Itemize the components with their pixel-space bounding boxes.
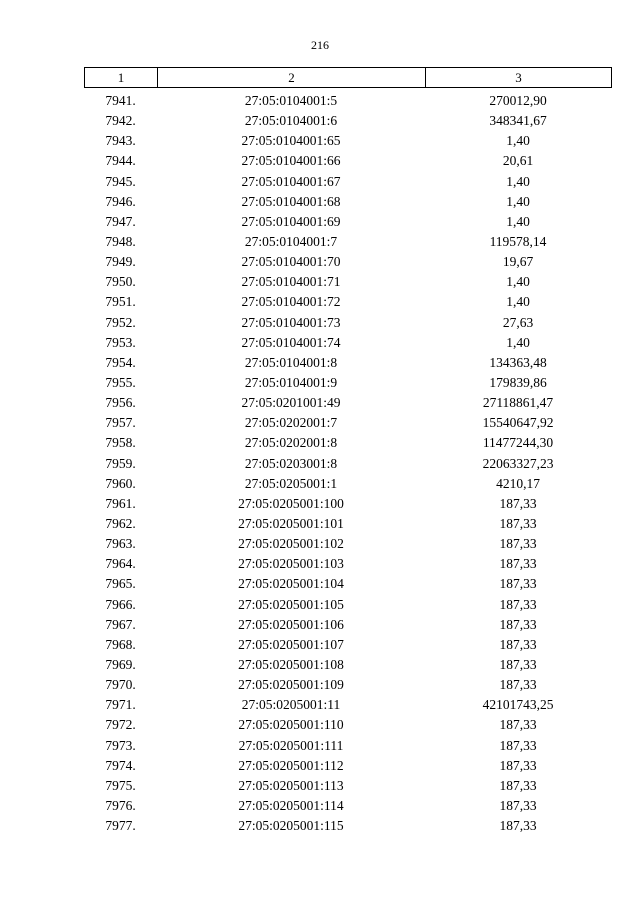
cadastral-number: 27:05:0205001:102 [238, 536, 344, 552]
table-row [84, 91, 611, 111]
value-cell: 22063327,23 [482, 455, 554, 471]
cadastral-number: 27:05:0104001:70 [241, 254, 341, 270]
row-number: 7949. [105, 254, 136, 270]
cadastral-number: 27:05:0205001:101 [238, 515, 344, 531]
cadastral-number: 27:05:0104001:9 [244, 374, 338, 390]
value-cell: 348341,67 [489, 113, 547, 129]
row-number: 7970. [105, 677, 136, 693]
table-row [84, 494, 611, 514]
table-row [84, 151, 611, 171]
row-number: 7962. [105, 515, 136, 531]
table-row [84, 393, 611, 413]
cadastral-number: 27:05:0201001:49 [241, 395, 341, 411]
cadastral-number: 27:05:0205001:111 [238, 737, 344, 753]
cadastral-number: 27:05:0104001:71 [241, 274, 341, 290]
row-number: 7953. [105, 334, 136, 350]
cadastral-number: 27:05:0205001:107 [238, 636, 344, 652]
table-row [84, 736, 611, 756]
page-number: 216 [311, 38, 329, 52]
table-row [84, 272, 611, 292]
cadastral-number: 27:05:0205001:105 [238, 596, 344, 612]
value-cell: 187,33 [499, 515, 537, 531]
table-row [84, 212, 611, 232]
table-row [84, 776, 611, 796]
table-row [84, 574, 611, 594]
row-number: 7955. [105, 374, 136, 390]
table-row [84, 695, 611, 715]
row-number: 7950. [105, 274, 136, 290]
cadastral-number: 27:05:0104001:73 [241, 314, 341, 330]
table-row [84, 756, 611, 776]
table-row [84, 715, 611, 735]
cadastral-number: 27:05:0104001:69 [241, 213, 341, 229]
cadastral-number: 27:05:0205001:11 [241, 697, 341, 713]
cadastral-number: 27:05:0205001:113 [238, 777, 344, 793]
table-row [84, 655, 611, 675]
table-row [84, 796, 611, 816]
row-number: 7951. [105, 294, 136, 310]
value-cell: 187,33 [499, 636, 537, 652]
row-number: 7948. [105, 233, 136, 249]
value-cell: 27118861,47 [482, 395, 554, 411]
table-row [84, 816, 611, 836]
row-number: 7969. [105, 656, 136, 672]
cadastral-number: 27:05:0205001:106 [238, 616, 344, 632]
value-cell: 1,40 [506, 334, 530, 350]
value-cell: 1,40 [506, 213, 530, 229]
value-cell: 1,40 [506, 133, 530, 149]
table-row [84, 313, 611, 333]
row-number: 7956. [105, 395, 136, 411]
value-cell: 179839,86 [489, 374, 547, 390]
cadastral-number: 27:05:0205001:108 [238, 656, 344, 672]
value-cell: 187,33 [499, 556, 537, 572]
row-number: 7958. [105, 435, 136, 451]
value-cell: 1,40 [506, 274, 530, 290]
cadastral-number: 27:05:0205001:104 [238, 576, 344, 592]
value-cell: 4210,17 [496, 475, 540, 491]
cadastral-number: 27:05:0104001:7 [244, 233, 338, 249]
table-row [84, 333, 611, 353]
value-cell: 187,33 [499, 777, 537, 793]
table-row [84, 192, 611, 212]
row-number: 7959. [105, 455, 136, 471]
row-number: 7957. [105, 415, 136, 431]
cadastral-number: 27:05:0104001:68 [241, 193, 341, 209]
table-row [84, 595, 611, 615]
row-number: 7941. [105, 93, 136, 108]
value-cell: 134363,48 [489, 354, 547, 370]
table-row [84, 111, 611, 131]
value-cell: 187,33 [499, 737, 537, 753]
row-number: 7960. [105, 475, 136, 491]
row-number: 7977. [105, 818, 136, 834]
row-number: 7972. [105, 717, 136, 733]
table-body [84, 91, 611, 836]
table-row [84, 474, 611, 494]
value-cell: 15540647,92 [482, 415, 554, 431]
column-header-row [85, 68, 612, 88]
cadastral-number: 27:05:0104001:6 [244, 113, 338, 129]
row-number: 7971. [105, 697, 136, 713]
column-header-3: 3 [426, 68, 612, 88]
row-number: 7965. [105, 576, 136, 592]
table-row [84, 172, 611, 192]
value-cell: 187,33 [499, 616, 537, 632]
row-number: 7952. [105, 314, 136, 330]
cadastral-number: 27:05:0104001:74 [241, 334, 341, 350]
cadastral-number: 27:05:0104001:67 [241, 173, 341, 189]
row-number: 7945. [105, 173, 136, 189]
table-row [84, 252, 611, 272]
row-number: 7961. [105, 495, 136, 511]
value-cell: 119578,14 [489, 233, 547, 249]
table-row [84, 433, 611, 453]
value-cell: 187,33 [499, 717, 537, 733]
cadastral-number: 27:05:0203001:8 [244, 455, 338, 471]
row-number: 7968. [105, 636, 136, 652]
row-number: 7976. [105, 797, 136, 813]
row-number: 7954. [105, 354, 136, 370]
value-cell: 27,63 [502, 314, 534, 330]
cadastral-number: 27:05:0205001:115 [238, 818, 344, 834]
value-cell: 187,33 [499, 536, 537, 552]
row-number: 7946. [105, 193, 136, 209]
cadastral-number: 27:05:0205001:100 [238, 495, 344, 511]
value-cell: 187,33 [499, 818, 537, 834]
cadastral-number: 27:05:0205001:103 [238, 556, 344, 572]
table-row [84, 353, 611, 373]
cadastral-number: 27:05:0104001:65 [241, 133, 341, 149]
table-row [84, 635, 611, 655]
table-row [84, 454, 611, 474]
table-row [84, 373, 611, 393]
value-cell: 187,33 [499, 677, 537, 693]
cadastral-number: 27:05:0104001:66 [241, 153, 341, 169]
table-row [84, 292, 611, 312]
column-header-table [84, 67, 612, 88]
row-number: 7963. [105, 536, 136, 552]
cadastral-number: 27:05:0104001:72 [241, 294, 341, 310]
table-row [84, 413, 611, 433]
cadastral-number: 27:05:0205001:112 [238, 757, 344, 773]
row-number: 7964. [105, 556, 136, 572]
row-number: 7947. [105, 213, 136, 229]
value-cell: 1,40 [506, 193, 530, 209]
table-row [84, 131, 611, 151]
value-cell: 1,40 [506, 173, 530, 189]
cadastral-number: 27:05:0205001:110 [238, 717, 344, 733]
value-cell: 187,33 [499, 757, 537, 773]
row-number: 7943. [105, 133, 136, 149]
row-number: 7967. [105, 616, 136, 632]
cadastral-number: 27:05:0104001:8 [244, 354, 338, 370]
cadastral-number: 27:05:0104001:5 [244, 93, 338, 108]
row-number: 7973. [105, 737, 136, 753]
cadastral-number: 27:05:0205001:1 [244, 475, 338, 491]
column-header-1: 1 [85, 68, 158, 88]
table-row [84, 232, 611, 252]
value-cell: 187,33 [499, 656, 537, 672]
table-row [84, 554, 611, 574]
row-number: 7974. [105, 757, 136, 773]
row-number: 7944. [105, 153, 136, 169]
value-cell: 11477244,30 [482, 435, 554, 451]
cadastral-number: 27:05:0205001:109 [238, 677, 344, 693]
value-cell: 1,40 [506, 294, 530, 310]
value-cell: 187,33 [499, 596, 537, 612]
table-row [84, 514, 611, 534]
column-header-2: 2 [158, 68, 426, 88]
value-cell: 187,33 [499, 576, 537, 592]
value-cell: 187,33 [499, 797, 537, 813]
cadastral-number: 27:05:0205001:114 [238, 797, 344, 813]
row-number: 7966. [105, 596, 136, 612]
row-number: 7942. [105, 113, 136, 129]
value-cell: 20,61 [502, 153, 534, 169]
table-row [84, 534, 611, 554]
cadastral-number: 27:05:0202001:7 [244, 415, 338, 431]
cadastral-number: 27:05:0202001:8 [244, 435, 338, 451]
table-row [84, 615, 611, 635]
row-number: 7975. [105, 777, 136, 793]
value-cell: 42101743,25 [482, 697, 554, 713]
value-cell: 19,67 [502, 254, 534, 270]
value-cell: 187,33 [499, 495, 537, 511]
table-row [84, 675, 611, 695]
value-cell: 270012,90 [489, 93, 547, 108]
